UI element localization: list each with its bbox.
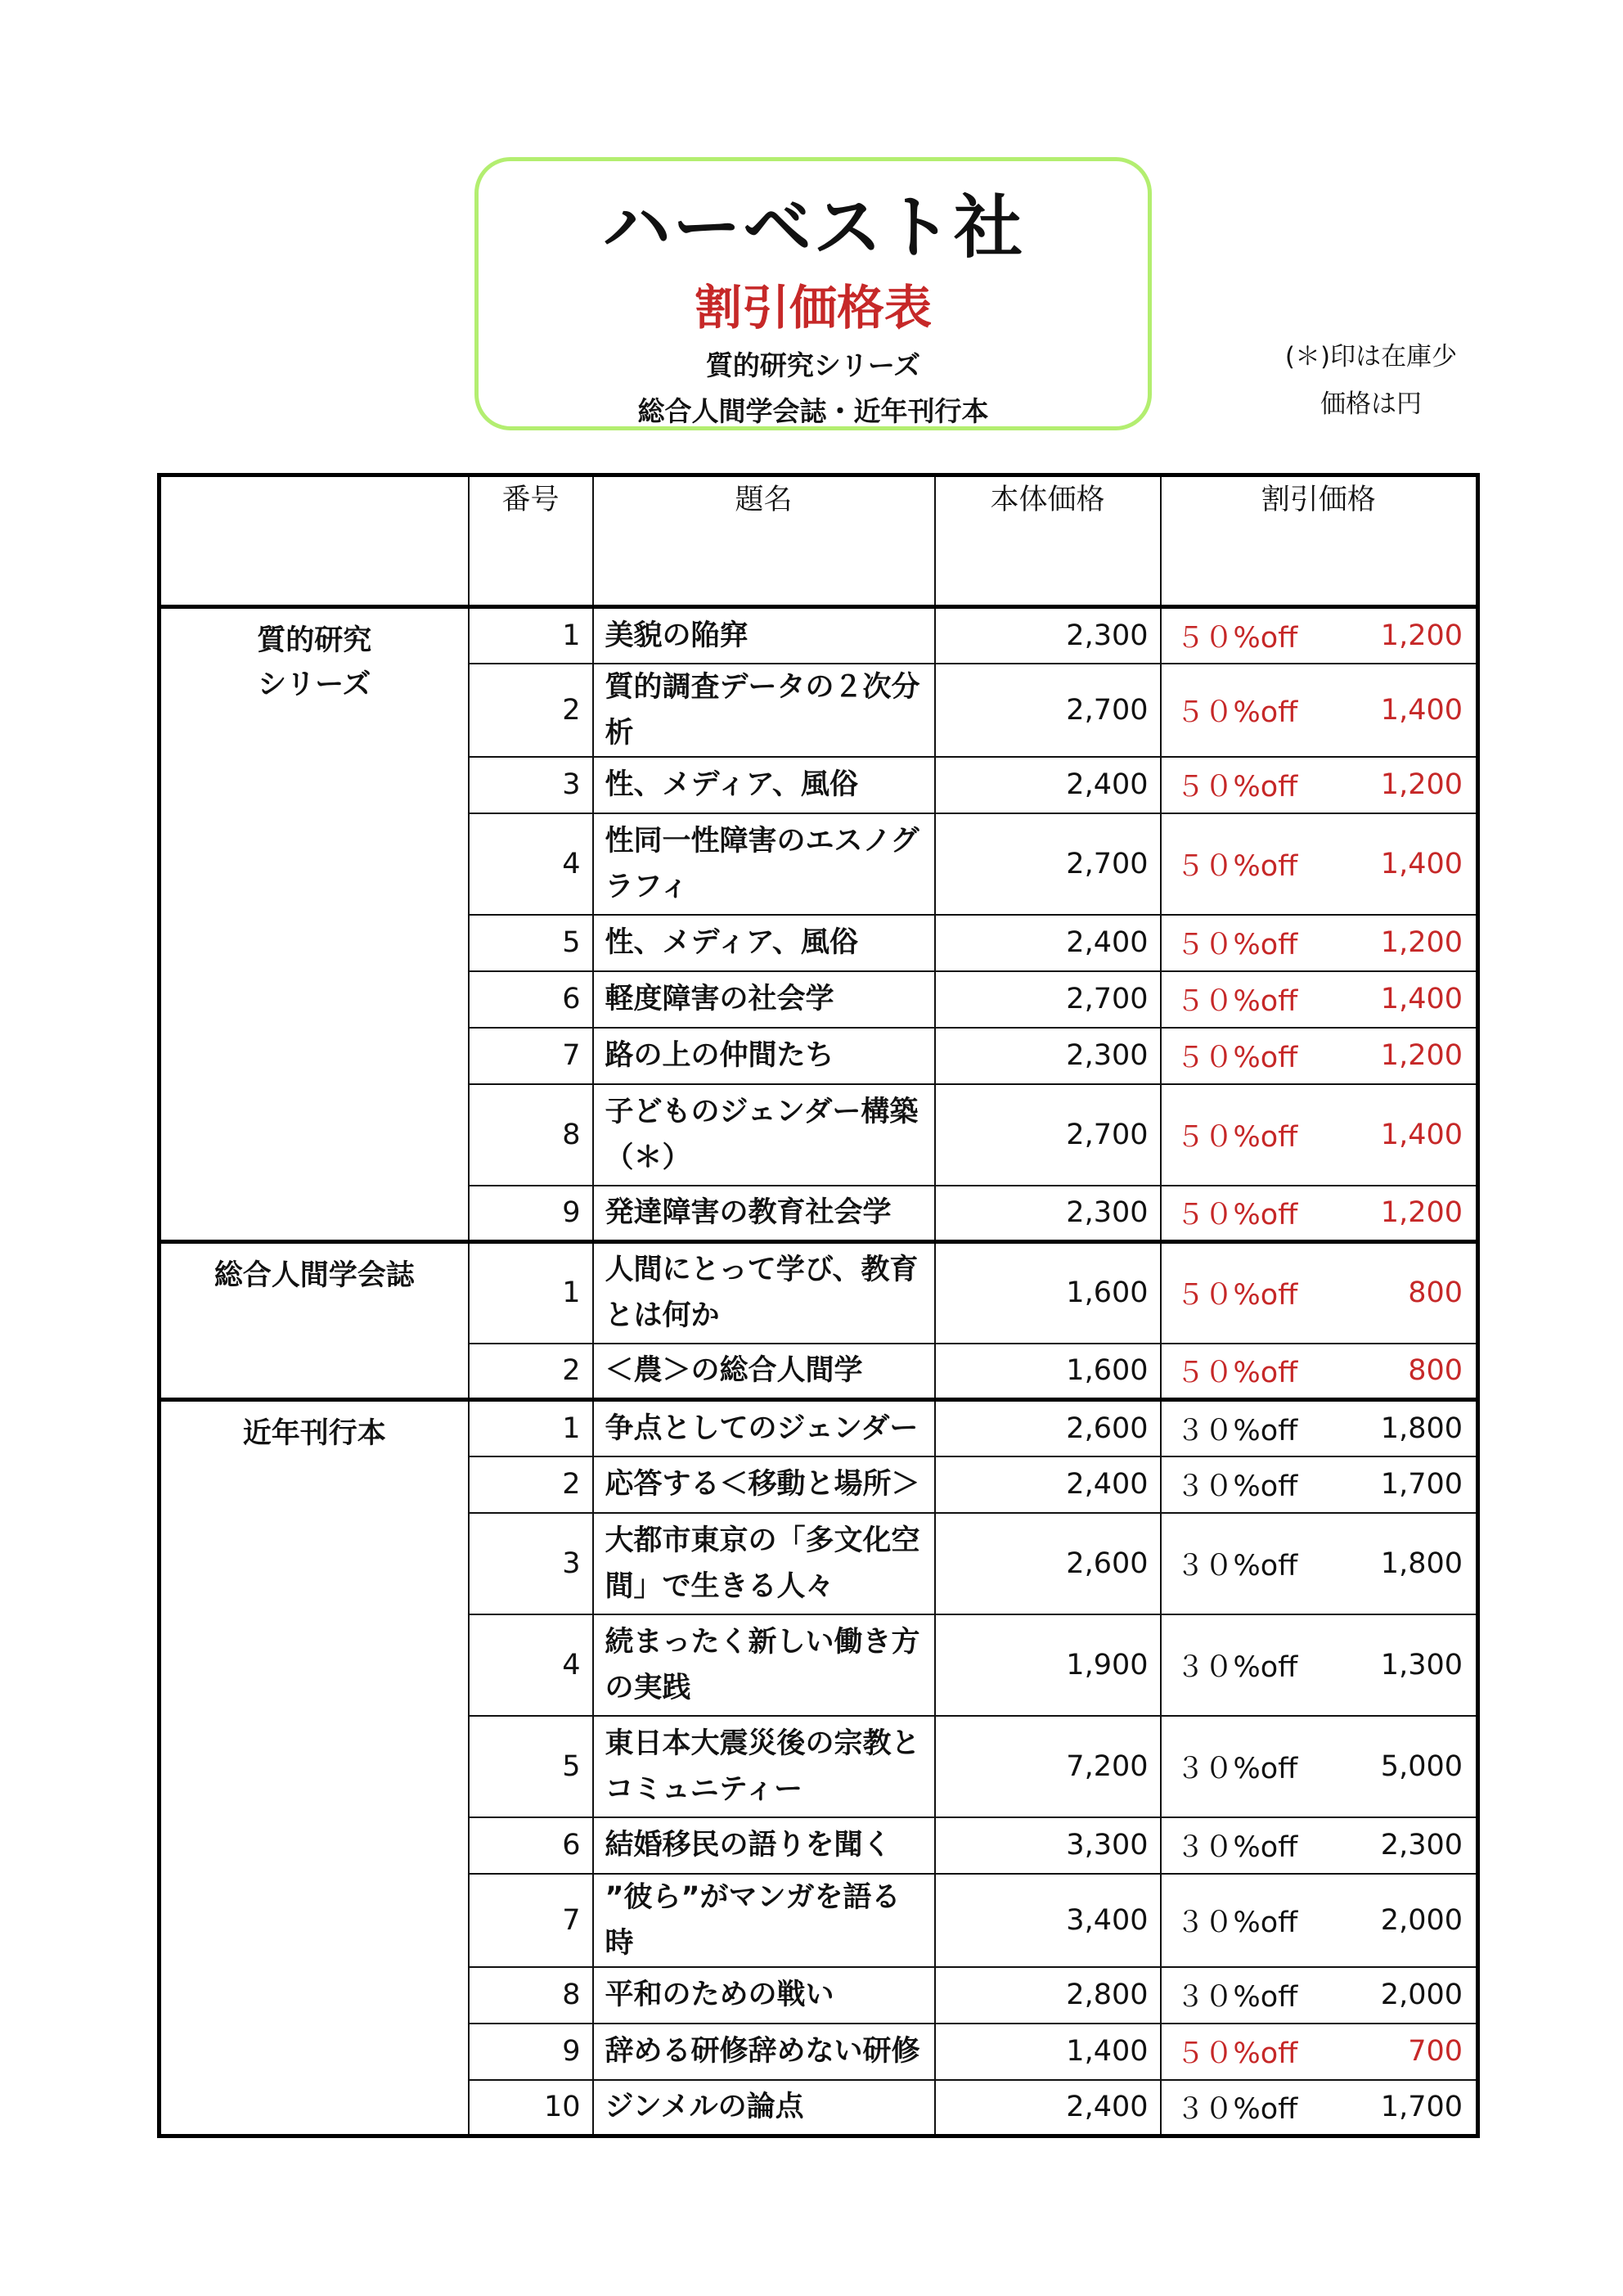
series-line-2: 総合人間学会誌・近年刊行本: [637, 395, 989, 427]
list-price: 2,600: [935, 1400, 1161, 1456]
list-price: 2,600: [935, 1513, 1161, 1614]
discount-price: 1,200: [1380, 768, 1463, 801]
discount-rate: ５０%off: [1176, 2037, 1298, 2070]
row-number: 3: [469, 757, 593, 813]
discount-price: 1,800: [1380, 1546, 1463, 1580]
book-title: 美貌の陥穽: [593, 607, 935, 664]
row-number: 7: [469, 1874, 593, 1967]
discount-cell: [1161, 1186, 1478, 1242]
discount-price: 1,400: [1380, 1118, 1463, 1151]
discount-cell: [1161, 1967, 1478, 2024]
discount-price: 1,200: [1380, 1039, 1463, 1072]
book-title: 大都市東京の「多文化空間」で生きる人々: [593, 1513, 935, 1614]
book-title: 質的調査データの２次分析: [593, 664, 935, 757]
discount-cell: [1161, 1242, 1478, 1344]
title-box: [474, 157, 1152, 430]
price-table: [157, 473, 1480, 2138]
discount-cell: [1161, 1716, 1478, 1817]
company-name: ハーベスト社: [601, 187, 1024, 268]
book-title: 人間にとって学び、教育とは何か: [593, 1242, 935, 1344]
discount-rate: ３０%off: [1176, 1414, 1298, 1447]
header-price: 本体価格: [935, 475, 1161, 607]
discount-rate: ５０%off: [1176, 929, 1298, 961]
discount-rate: ５０%off: [1176, 1199, 1298, 1232]
discount-rate: ５０%off: [1176, 1120, 1298, 1154]
discount-price: 1,400: [1380, 693, 1463, 727]
discount-cell: [1161, 915, 1478, 971]
discount-price: 1,200: [1380, 619, 1463, 652]
list-price: 2,300: [935, 1028, 1161, 1084]
row-number: 6: [469, 1817, 593, 1874]
list-price: 1,400: [935, 2024, 1161, 2080]
header-title: 題名: [593, 475, 935, 607]
group-name-line: シリーズ: [258, 669, 371, 702]
discount-price: 1,700: [1380, 2091, 1463, 2124]
row-number: 1: [469, 1400, 593, 1456]
discount-cell: [1161, 2024, 1478, 2080]
list-price: 2,400: [935, 1456, 1161, 1513]
discount-price: 1,300: [1380, 1648, 1463, 1681]
header-blank-cell: [160, 475, 469, 607]
book-title: 性、メディア、風俗: [593, 757, 935, 813]
book-title: 応答する＜移動と場所＞: [593, 1456, 935, 1513]
list-price: 2,400: [935, 915, 1161, 971]
discount-cell: [1161, 1513, 1478, 1614]
book-title: 性、メディア、風俗: [593, 915, 935, 971]
discount-price: 1,400: [1380, 983, 1463, 1015]
row-number: 2: [469, 1456, 593, 1513]
discount-cell: [1161, 1400, 1478, 1456]
discount-price: 2,000: [1380, 1903, 1463, 1937]
discount-price: 5,000: [1380, 1749, 1463, 1783]
discount-cell: [1161, 607, 1478, 664]
row-number: 9: [469, 1186, 593, 1242]
row-number: 10: [469, 2080, 593, 2136]
discount-rate: ５０%off: [1176, 771, 1298, 804]
group-name-cell: [160, 1400, 469, 2136]
table-row: [160, 1242, 1478, 1344]
row-number: 1: [469, 607, 593, 664]
discount-price: 2,000: [1380, 1979, 1463, 2011]
list-price: 2,300: [935, 1186, 1161, 1242]
book-title: 発達障害の教育社会学: [593, 1186, 935, 1242]
row-number: 5: [469, 915, 593, 971]
row-number: 8: [469, 1967, 593, 2024]
list-price: 2,700: [935, 813, 1161, 915]
row-number: 5: [469, 1716, 593, 1817]
discount-cell: [1161, 2080, 1478, 2136]
discount-rate: ３０%off: [1176, 2093, 1298, 2127]
book-title: 平和のための戦い: [593, 1967, 935, 2024]
book-title: 東日本大震災後の宗教とコミュニティー: [593, 1716, 935, 1817]
discount-rate: ３０%off: [1176, 1906, 1298, 1939]
discount-price: 2,300: [1380, 1829, 1463, 1862]
discount-cell: [1161, 971, 1478, 1028]
discount-price: 700: [1408, 2035, 1463, 2068]
discount-cell: [1161, 1817, 1478, 1874]
book-title: ジンメルの論点: [593, 2080, 935, 2136]
discount-cell: [1161, 1874, 1478, 1967]
list-price: 2,400: [935, 2080, 1161, 2136]
discount-price: 800: [1408, 1276, 1463, 1310]
discount-cell: [1161, 1084, 1478, 1186]
discount-price: 1,200: [1380, 1196, 1463, 1230]
discount-price: 800: [1408, 1354, 1463, 1388]
row-number: 9: [469, 2024, 593, 2080]
row-number: 6: [469, 971, 593, 1028]
discount-price: 1,700: [1380, 1468, 1463, 1501]
discount-rate: ３０%off: [1176, 1549, 1298, 1582]
currency-note: 価格は円: [1320, 389, 1422, 419]
discount-rate: ３０%off: [1176, 1752, 1298, 1785]
discount-rate: ５０%off: [1176, 849, 1298, 883]
list-price: 3,400: [935, 1874, 1161, 1967]
discount-cell: [1161, 757, 1478, 813]
discount-price: 1,800: [1380, 1411, 1463, 1445]
table-header-row: [160, 475, 1478, 607]
discount-cell: [1161, 1344, 1478, 1400]
header-number: 番号: [469, 475, 593, 607]
series-line-1: 質的研究シリーズ: [705, 349, 921, 381]
table-body: [160, 607, 1478, 2136]
book-title: 辞める研修辞めない研修: [593, 2024, 935, 2080]
book-title: 子どものジェンダー構築（＊）: [593, 1084, 935, 1186]
list-price: 1,900: [935, 1614, 1161, 1716]
list-price: 2,700: [935, 1084, 1161, 1186]
discount-rate: ３０%off: [1176, 1831, 1298, 1864]
row-number: 3: [469, 1513, 593, 1614]
discount-rate: ５０%off: [1176, 1357, 1298, 1390]
book-title: ＜農＞の総合人間学: [593, 1344, 935, 1400]
discount-price: 1,200: [1380, 926, 1463, 959]
discount-rate: ３０%off: [1176, 1470, 1298, 1503]
book-title: 結婚移民の語りを聞く: [593, 1817, 935, 1874]
group-name-line: 近年刊行本: [242, 1417, 386, 1450]
list-price: 3,300: [935, 1817, 1161, 1874]
discount-cell: [1161, 813, 1478, 915]
book-title: 路の上の仲間たち: [593, 1028, 935, 1084]
discount-cell: [1161, 1456, 1478, 1513]
discount-rate: ３０%off: [1176, 1650, 1298, 1684]
list-price: 1,600: [935, 1344, 1161, 1400]
document-subtitle: 割引価格表: [694, 280, 932, 335]
discount-rate: ５０%off: [1176, 621, 1298, 655]
group-name-line: 質的研究: [257, 624, 372, 657]
table-row: [160, 607, 1478, 664]
stock-note: (＊)印は在庫少: [1284, 342, 1458, 371]
row-number: 7: [469, 1028, 593, 1084]
list-price: 2,400: [935, 757, 1161, 813]
header-discount: 割引価格: [1161, 475, 1478, 607]
group-name-line: 総合人間学会誌: [214, 1259, 415, 1292]
book-title: 性同一性障害のエスノグラフィ: [593, 813, 935, 915]
book-title: 軽度障害の社会学: [593, 971, 935, 1028]
list-price: 2,800: [935, 1967, 1161, 2024]
discount-rate: ５０%off: [1176, 985, 1298, 1018]
list-price: 1,600: [935, 1242, 1161, 1344]
list-price: 7,200: [935, 1716, 1161, 1817]
book-title: 続まったく新しい働き方の実践: [593, 1614, 935, 1716]
discount-cell: [1161, 664, 1478, 757]
discount-rate: ５０%off: [1176, 696, 1298, 729]
row-number: 2: [469, 664, 593, 757]
discount-rate: ３０%off: [1176, 1981, 1298, 2014]
discount-rate: ５０%off: [1176, 1279, 1298, 1312]
book-title: 争点としてのジェンダー: [593, 1400, 935, 1456]
table-row: [160, 1400, 1478, 1456]
discount-price: 1,400: [1380, 847, 1463, 880]
list-price: 2,300: [935, 607, 1161, 664]
list-price: 2,700: [935, 971, 1161, 1028]
discount-cell: [1161, 1614, 1478, 1716]
row-number: 4: [469, 813, 593, 915]
row-number: 8: [469, 1084, 593, 1186]
row-number: 1: [469, 1242, 593, 1344]
group-name-cell: [160, 1242, 469, 1400]
row-number: 4: [469, 1614, 593, 1716]
discount-cell: [1161, 1028, 1478, 1084]
list-price: 2,700: [935, 664, 1161, 757]
row-number: 2: [469, 1344, 593, 1400]
discount-rate: ５０%off: [1176, 1042, 1298, 1074]
book-title: ”彼ら”がマンガを語る時: [593, 1874, 935, 1967]
group-name-cell: [160, 607, 469, 1242]
